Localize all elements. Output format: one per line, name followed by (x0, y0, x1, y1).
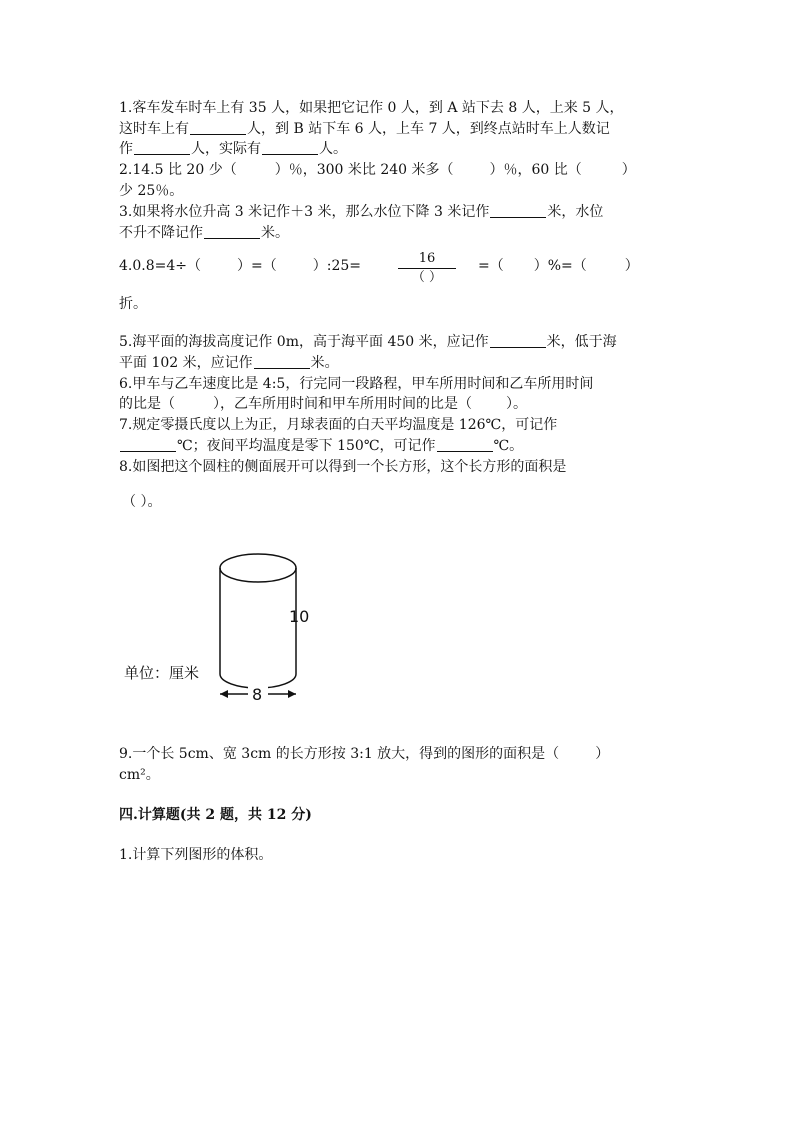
arrow-left-head (220, 690, 228, 698)
fraction-numerator: 16 (418, 251, 436, 266)
answer-blank[interactable] (134, 140, 190, 155)
diameter-label: 8 (252, 685, 263, 704)
q6-line1: 6.甲车与乙车速度比是 4:5，行完同一段路程，甲车所用时间和乙车所用时间 (119, 376, 594, 392)
q4-line2: 折。 (119, 296, 147, 312)
q6-line2: 的比是（ ），乙车所用时间和甲车所用时间的比是（ ）。 (119, 396, 527, 412)
q1-line2: 这时车上有 人，到 B 站下车 6 人，上车 7 人，到终点站时车上人数记 (119, 121, 610, 137)
height-label: 10 (289, 607, 310, 626)
cylinder-diagram (118, 548, 318, 708)
q9-line2: cm²。 (119, 767, 160, 783)
q7-line1: 7.规定零摄氏度以上为正，月球表面的白天平均温度是 126℃，可记作 (119, 417, 558, 433)
q4-line1: 4.0.8=4÷（ ）=（ ）:25= (119, 258, 361, 274)
answer-blank[interactable] (190, 120, 246, 135)
answer-blank[interactable] (120, 437, 176, 452)
fraction-bar (398, 268, 456, 269)
answer-blank[interactable] (437, 437, 493, 452)
q1-line1: 1.客车发车时车上有 35 人，如果把它记作 0 人，到 A 站下去 8 人，上来 5 人， (119, 100, 624, 116)
q9-line1: 9.一个长 5cm、宽 3cm 的长方形按 3:1 放大，得到的图形的面积是（ ） (119, 746, 610, 762)
section-heading: 四.计算题(共 2 题，共 12 分) (119, 807, 312, 823)
q3-line2: 不升不降记作 米。 (119, 225, 289, 241)
q7-line2: ℃；夜间平均温度是零下 150℃，可记作 ℃。 (119, 436, 523, 456)
answer-blank[interactable] (254, 354, 310, 369)
cylinder-top (220, 554, 296, 582)
q8-line1: 8.如图把这个圆柱的侧面展开可以得到一个长方形，这个长方形的面积是 (119, 459, 567, 475)
answer-blank[interactable] (490, 333, 546, 348)
arrow-right-head (288, 690, 296, 698)
q2-line2: 少 25％。 (119, 183, 184, 199)
unit-label: 单位：厘米 (124, 664, 200, 682)
answer-blank[interactable] (204, 224, 260, 239)
q2-line1: 2.14.5 比 20 少（ ）％，300 米比 240 米多（ ）％，60 比（ ） (119, 162, 636, 178)
q5-line1: 5.海平面的海拔高度记作 0m，高于海平面 450 米，应记作 米，低于海 (119, 334, 617, 350)
answer-blank[interactable] (490, 203, 546, 218)
q8-line2: （ ）。 (122, 494, 162, 510)
fraction-denominator[interactable]: （ ） (411, 270, 443, 285)
q1-line3: 作 人，实际有 人。 (119, 141, 347, 157)
answer-blank[interactable] (262, 140, 318, 155)
fraction (398, 251, 456, 286)
q5-line2: 平面 102 米，应记作 米。 (119, 355, 339, 371)
section4-q1: 1.计算下列图形的体积。 (119, 847, 273, 863)
q4-line1-cont: =（ ）%=（ ） (478, 258, 639, 274)
q3-line1: 3.如果将水位升高 3 米记作＋3 米，那么水位下降 3 米记作 米，水位 (119, 204, 604, 220)
